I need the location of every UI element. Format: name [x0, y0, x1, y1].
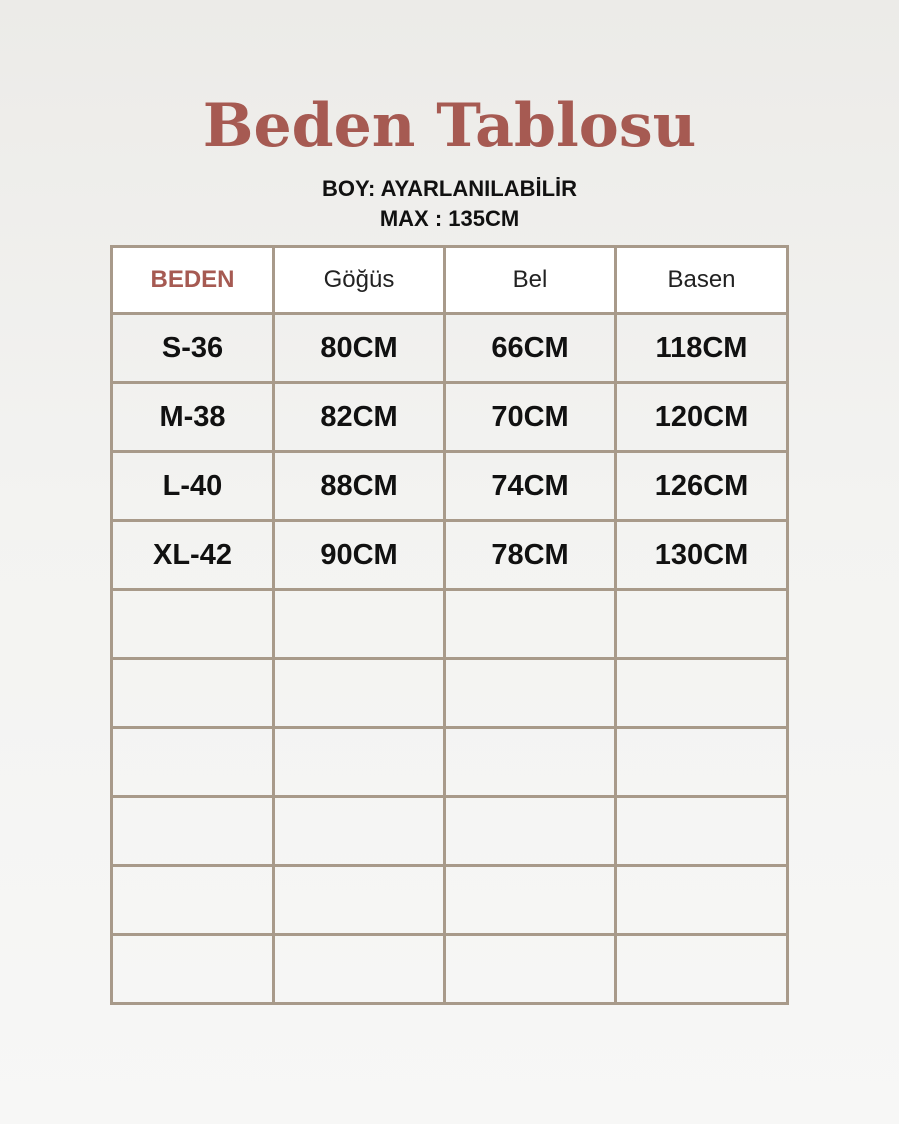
cell-hip [616, 590, 788, 659]
cell-hip [616, 797, 788, 866]
cell-hip [616, 866, 788, 935]
cell-waist [445, 590, 616, 659]
cell-waist: 66CM [445, 314, 616, 383]
cell-hip [616, 728, 788, 797]
cell-hip [616, 659, 788, 728]
cell-waist [445, 866, 616, 935]
cell-waist: 78CM [445, 521, 616, 590]
column-header-hip: Basen [616, 247, 788, 314]
cell-chest [274, 797, 445, 866]
table-row [112, 383, 788, 452]
cell-size [112, 659, 274, 728]
cell-hip: 120CM [616, 383, 788, 452]
cell-size [112, 590, 274, 659]
height-note: BOY: AYARLANILABİLİR [321, 176, 578, 201]
cell-hip: 126CM [616, 452, 788, 521]
table-row [112, 728, 788, 797]
table-row [112, 314, 788, 383]
cell-chest [274, 728, 445, 797]
cell-size [112, 866, 274, 935]
table-row [112, 659, 788, 728]
table-header-row [112, 247, 788, 314]
cell-chest: 80CM [274, 314, 445, 383]
page-title: Beden Tablosu [202, 91, 697, 161]
column-header-waist: Bel [445, 247, 616, 314]
cell-chest [274, 659, 445, 728]
cell-waist: 74CM [445, 452, 616, 521]
cell-size: S-36 [112, 314, 274, 383]
table-row [112, 866, 788, 935]
cell-hip [616, 935, 788, 1004]
table-row [112, 935, 788, 1004]
cell-waist [445, 935, 616, 1004]
max-height-note: MAX : 135CM [379, 206, 520, 231]
table-row [112, 797, 788, 866]
cell-waist [445, 659, 616, 728]
cell-waist: 70CM [445, 383, 616, 452]
table-body [112, 314, 788, 1004]
table-row [112, 521, 788, 590]
cell-chest [274, 866, 445, 935]
cell-chest [274, 935, 445, 1004]
size-chart-table [110, 245, 789, 1005]
table-row [112, 590, 788, 659]
cell-hip: 130CM [616, 521, 788, 590]
cell-size: XL-42 [112, 521, 274, 590]
cell-chest [274, 590, 445, 659]
cell-size: M-38 [112, 383, 274, 452]
cell-waist [445, 728, 616, 797]
cell-size [112, 797, 274, 866]
cell-chest: 88CM [274, 452, 445, 521]
cell-size [112, 935, 274, 1004]
column-header-chest: Göğüs [274, 247, 445, 314]
column-header-size: BEDEN [112, 247, 274, 314]
cell-chest: 82CM [274, 383, 445, 452]
table-row [112, 452, 788, 521]
cell-waist [445, 797, 616, 866]
cell-hip: 118CM [616, 314, 788, 383]
cell-chest: 90CM [274, 521, 445, 590]
cell-size [112, 728, 274, 797]
cell-size: L-40 [112, 452, 274, 521]
